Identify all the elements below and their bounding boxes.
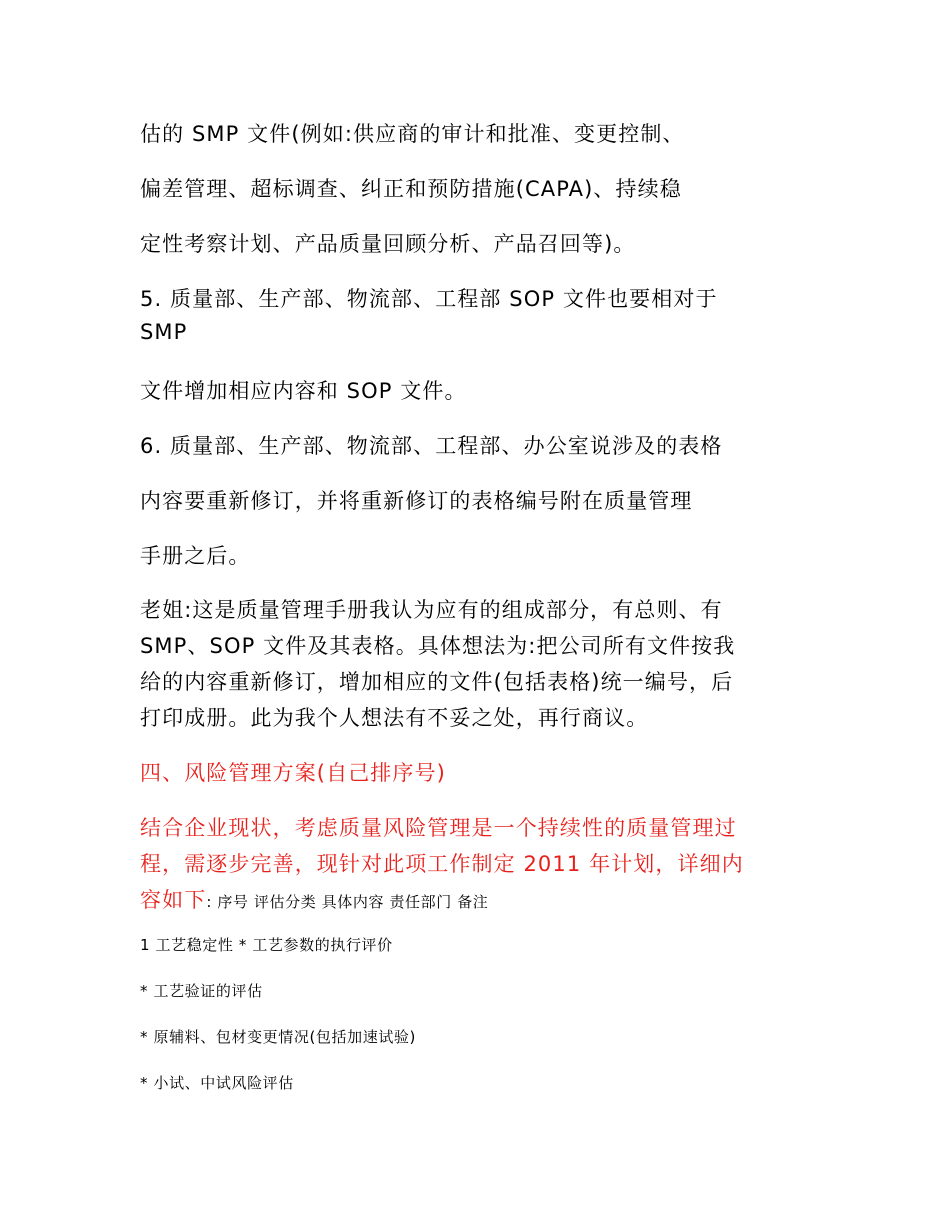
body-line: 给的内容重新修订，增加相应的文件(包括表格)统一编号，后 [140,670,734,694]
body-line: 6. 质量部、生产部、物流部、工程部、办公室说涉及的表格 [140,434,723,458]
body-line: 定性考察计划、产品质量回顾分析、产品召回等)。 [140,232,636,256]
table-header-text: : 序号 评估分类 具体内容 责任部门 备注 [206,893,489,911]
red-paragraph-line: 程，需逐步完善，现针对此项工作制定 2011 年计划，详细内 [140,852,744,876]
body-line: 文件增加相应内容和 SOP 文件。 [140,379,467,403]
table-line: * 原辅料、包材变更情况(包括加速试验) [140,1028,416,1046]
table-line: * 小试、中试风险评估 [140,1074,294,1092]
red-paragraph-line: 结合企业现状，考虑质量风险管理是一个持续性的质量管理过 [140,816,737,840]
body-line: 5. 质量部、生产部、物流部、工程部 SOP 文件也要相对于 [140,287,718,311]
body-line: SMP [140,320,188,344]
table-line: * 工艺验证的评估 [140,982,263,1000]
body-line: 内容要重新修订，并将重新修订的表格编号附在质量管理 [140,489,693,513]
body-line: 偏差管理、超标调查、纠正和预防措施(CAPA)、持续稳 [140,177,682,201]
body-line: SMP、SOP 文件及其表格。具体想法为:把公司所有文件按我 [140,634,736,658]
body-line: 打印成册。此为我个人想法有不妥之处，再行商议。 [140,706,649,730]
body-line: 估的 SMP 文件(例如:供应商的审计和批准、变更控制、 [140,122,685,146]
table-line: 1 工艺稳定性 * 工艺参数的执行评价 [140,936,393,954]
body-line: 老姐:这是质量管理手册我认为应有的组成部分，有总则、有 [140,598,723,622]
body-line: 手册之后。 [140,544,251,568]
red-paragraph-line [140,884,488,914]
red-text: 容如下 [140,888,207,912]
section-heading: 四、风险管理方案(自己排序号) [140,761,446,785]
